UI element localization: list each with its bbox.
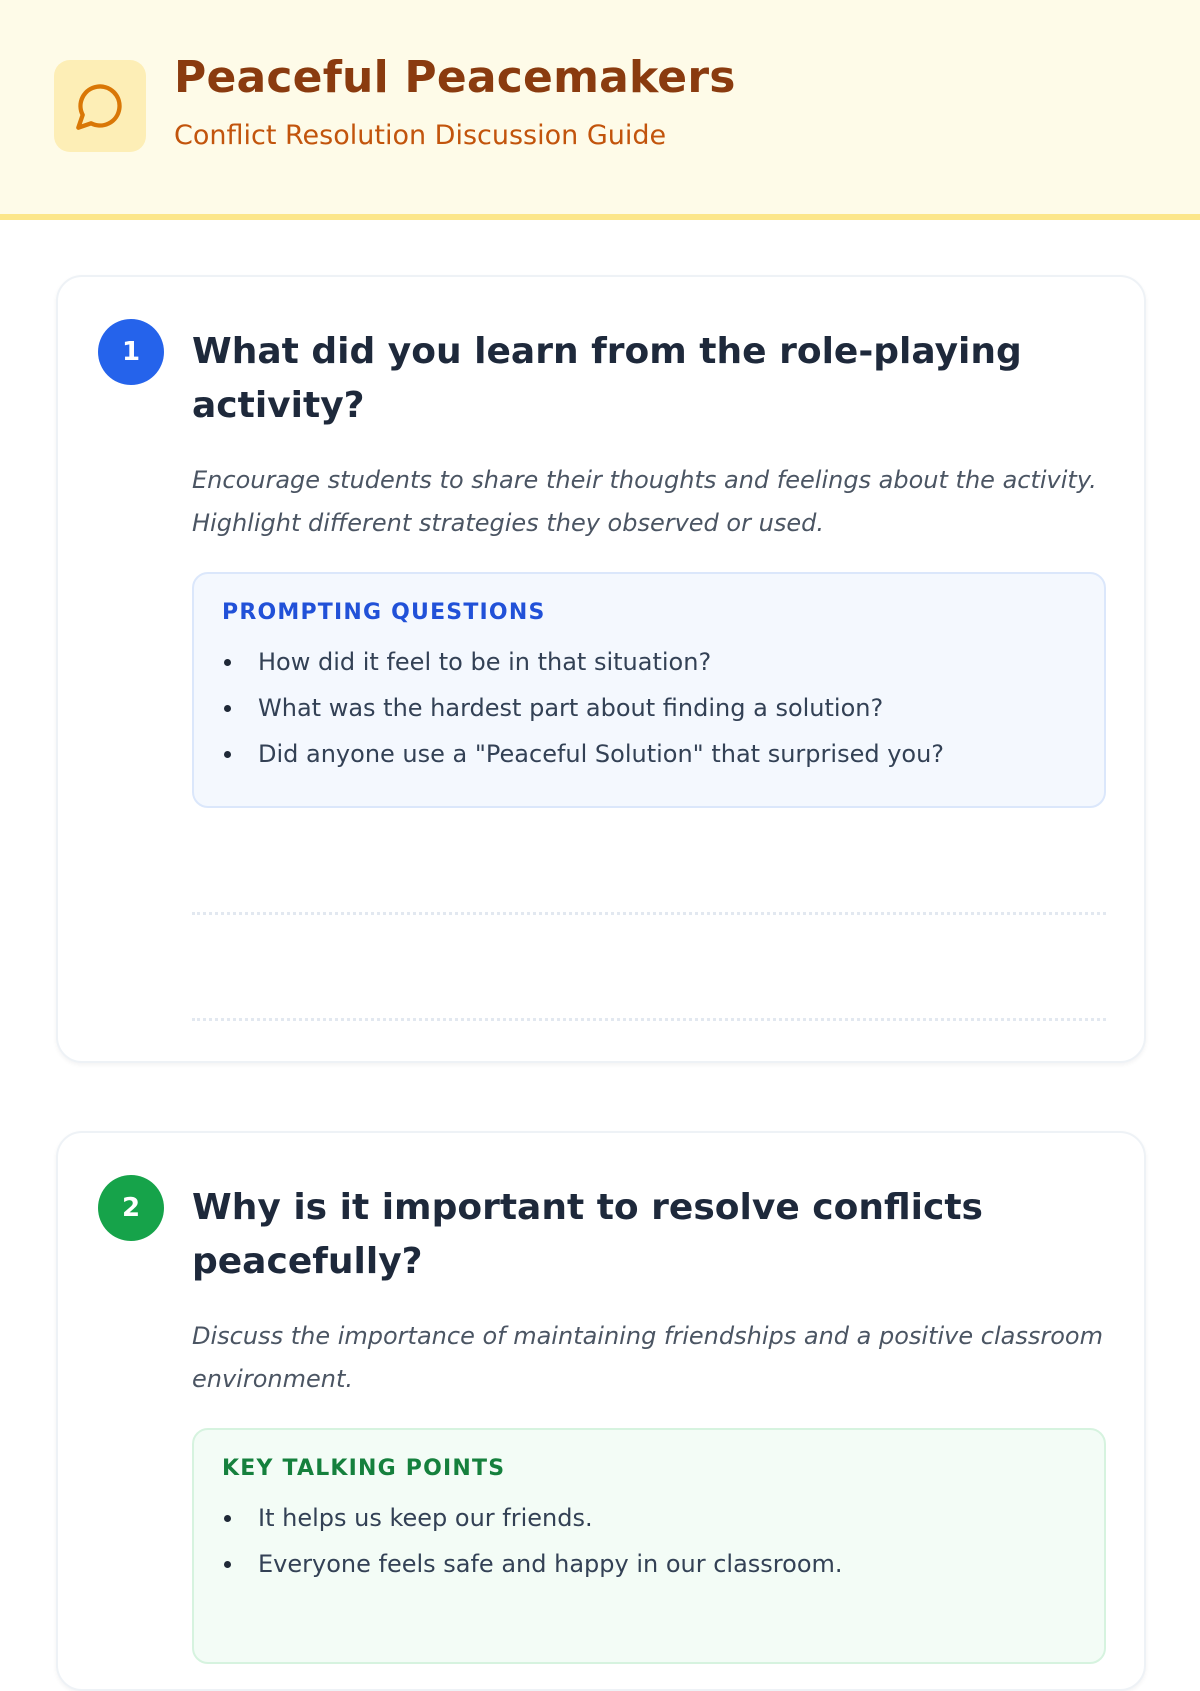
talking-points-list <box>222 1495 1076 1587</box>
list-item-text: It helps us keep our friends. <box>258 1504 593 1532</box>
bullet-icon <box>224 751 231 758</box>
list-item <box>222 731 1076 777</box>
list-item-text: What was the hardest part about finding a solution? <box>258 694 884 722</box>
question-number-badge: 2 <box>98 1175 164 1241</box>
bullet-icon <box>224 1561 231 1568</box>
page-header <box>0 0 1200 220</box>
page-subtitle: Conflict Resolution Discussion Guide <box>174 120 667 151</box>
key-talking-points-box <box>192 1428 1106 1664</box>
question-description: Discuss the importance of maintaining friendships and a positive classroom environment. <box>192 1322 1103 1393</box>
list-item-text: How did it feel to be in that situation? <box>258 648 712 676</box>
question-number-badge: 1 <box>98 319 164 385</box>
question-title: What did you learn from the role-playing activity? <box>192 331 1022 426</box>
list-item <box>222 685 1076 731</box>
list-item <box>222 639 1076 685</box>
bullet-icon <box>224 1515 231 1522</box>
box-heading: KEY TALKING POINTS <box>222 1456 506 1481</box>
page-title: Peaceful Peacemakers <box>174 52 736 103</box>
list-item-text: Everyone feels safe and happy in our classroom. <box>258 1550 843 1578</box>
question-card-2 <box>56 1131 1146 1691</box>
list-item-text: Did anyone use a "Peaceful Solution" that surprised you? <box>258 740 945 768</box>
list-item <box>222 1541 1076 1587</box>
answer-line <box>192 912 1106 915</box>
question-card-1 <box>56 275 1146 1063</box>
box-heading: PROMPTING QUESTIONS <box>222 600 546 625</box>
prompting-questions-list <box>222 639 1076 777</box>
bullet-icon <box>224 659 231 666</box>
question-title: Why is it important to resolve conflicts peacefully? <box>192 1187 983 1282</box>
list-item <box>222 1495 1076 1541</box>
question-description: Encourage students to share their thoughts and feelings about the activity. Highlight different strategies they observed or used. <box>192 466 1097 537</box>
bullet-icon <box>224 705 231 712</box>
prompting-questions-box <box>192 572 1106 808</box>
answer-line <box>192 1018 1106 1021</box>
chat-bubble-icon <box>54 60 146 152</box>
